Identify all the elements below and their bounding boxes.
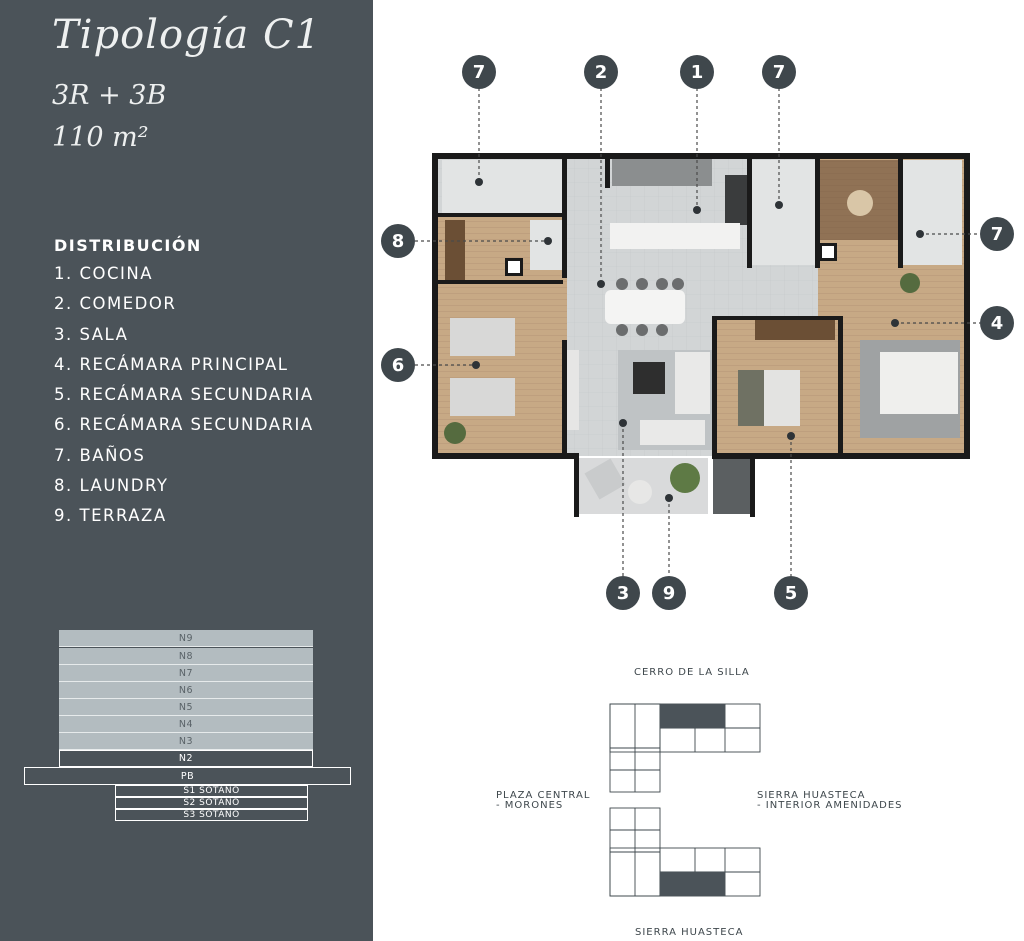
level-s1[interactable]: S1 SÓTANO: [115, 785, 308, 797]
area-summary: 110 m²: [52, 122, 149, 153]
level-n5[interactable]: N5: [59, 699, 313, 716]
marker-bano-2[interactable]: 7: [762, 55, 796, 89]
distribution-item: 7. BAÑOS: [54, 445, 146, 465]
level-s2[interactable]: S2 SÓTANO: [115, 797, 308, 809]
distribution-item: 2. COMEDOR: [54, 294, 177, 314]
distribution-item: 1. COCINA: [54, 264, 154, 283]
site-label-east-2: - INTERIOR AMENIDADES: [757, 800, 903, 811]
distribution-heading: DISTRIBUCIÓN: [54, 236, 202, 255]
distribution-item: 6. RECÁMARA SECUNDARIA: [54, 415, 314, 435]
marker-recamara-5[interactable]: 5: [774, 576, 808, 610]
site-label-east-1: SIERRA HUASTECA: [757, 790, 866, 801]
level-pb[interactable]: PB: [24, 767, 351, 785]
distribution-item: 8. LAUNDRY: [54, 476, 169, 496]
marker-recamara-6[interactable]: 6: [381, 348, 415, 382]
site-label-south: SIERRA HUASTECA: [635, 927, 744, 938]
distribution-item: 3. SALA: [54, 324, 129, 344]
marker-sala[interactable]: 3: [606, 576, 640, 610]
marker-bano-3[interactable]: 7: [980, 217, 1014, 251]
marker-recamara-principal[interactable]: 4: [980, 306, 1014, 340]
level-n6[interactable]: N6: [59, 682, 313, 699]
site-label-north: CERRO DE LA SILLA: [634, 667, 750, 678]
marker-bano-1[interactable]: 7: [462, 55, 496, 89]
site-plan-highlight: [660, 704, 725, 896]
distribution-item: 9. TERRAZA: [54, 506, 167, 526]
level-n8[interactable]: N8: [59, 648, 313, 665]
distribution-item: 5. RECÁMARA SECUNDARIA: [54, 385, 314, 405]
marker-terraza[interactable]: 9: [652, 576, 686, 610]
distribution-item: 4. RECÁMARA PRINCIPAL: [54, 354, 289, 374]
marker-cocina[interactable]: 1: [680, 55, 714, 89]
level-n7[interactable]: N7: [59, 665, 313, 682]
rooms-summary: 3R + 3B: [52, 80, 167, 111]
level-n2-current[interactable]: N2: [59, 750, 313, 767]
level-n9[interactable]: N9: [59, 630, 313, 647]
site-label-west-2: - MORONES: [496, 800, 564, 811]
marker-laundry[interactable]: 8: [381, 224, 415, 258]
level-s3[interactable]: S3 SÓTANO: [115, 809, 308, 821]
typology-title: Tipología C1: [52, 12, 322, 58]
site-label-west-1: PLAZA CENTRAL: [496, 790, 591, 801]
level-n3[interactable]: N3: [59, 733, 313, 750]
site-plan-outline: [610, 704, 760, 896]
marker-comedor[interactable]: 2: [584, 55, 618, 89]
level-n4[interactable]: N4: [59, 716, 313, 733]
